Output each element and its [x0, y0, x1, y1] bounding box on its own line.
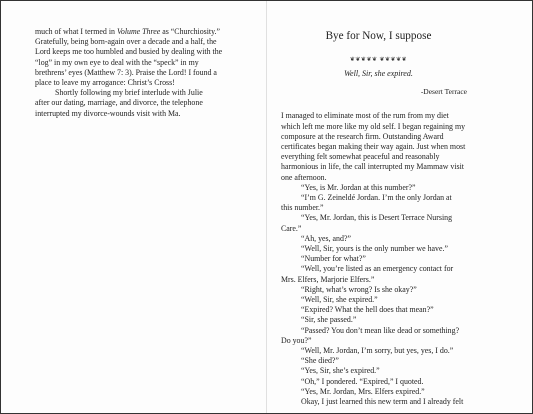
text-line: “Yes, Mr. Jordan, Mrs. Elfers expired.” — [301, 386, 425, 396]
text-line: this number.” — [281, 203, 324, 213]
text-line: which left me more like my old self. I began regaining my — [281, 121, 466, 131]
text-line: “Yes, is Mr. Jordan at this number?” — [301, 182, 416, 192]
text-line: “Well, Sir, she expired.” — [301, 295, 378, 305]
text-line: Care.” — [281, 223, 302, 233]
right-page-text — [281, 111, 464, 407]
text-line: Do you?” — [281, 335, 312, 345]
text-line: “Sir, she passed.” — [301, 315, 357, 325]
chapter-title: Bye for Now, I suppose — [325, 30, 432, 42]
text-line: Gratefully, being born-again over a decade and a half, the — [35, 37, 217, 47]
left-page-text — [35, 27, 259, 119]
text-line: Shortly following my brief interlude with Julie — [55, 88, 203, 98]
text-line: Lord keeps me too humbled and busied by dealing with the — [35, 47, 223, 57]
text-line: everything felt somewhat peaceful and reasonably — [281, 152, 440, 162]
italic-title: Volume Three — [116, 27, 161, 36]
epigraph-attribution: -Desert Terrace — [420, 87, 467, 97]
text-line: one afternoon. — [281, 172, 327, 182]
text-line: “Oh,” I pondered. “Expired,” I quoted. — [301, 376, 424, 386]
text-line: I managed to eliminate most of the rum from my diet — [281, 111, 449, 121]
left-page — [1, 1, 267, 413]
text-line: “Yes, Mr. Jordan, this is Desert Terrace Nursing — [301, 213, 453, 223]
text-line: “Passed? You don’t mean like dead or something? — [301, 325, 460, 335]
text-line: “I’m G. Zeineldé Jordan. I’m the only Jordan at — [301, 193, 452, 203]
text-line: certificates began making their way again. Just when most — [281, 142, 466, 152]
text-line: “Ah, yes, and?” — [301, 233, 351, 243]
text-line: “Well, Sir, yours is the only number we have.” — [301, 244, 448, 254]
text-line: composure at the research firm. Outstanding Award — [281, 131, 444, 141]
ornament-divider: ❦❦❦❦❦ ❦❦❦❦❦ — [349, 57, 408, 63]
text-line: much of what I termed in Volume Three as “Churchiosity.” — [35, 27, 221, 36]
text-line: “Expired? What the hell does that mean?” — [301, 305, 434, 315]
text-line: interrupted my divorce-wounds visit with Ma. — [35, 108, 181, 118]
text-line: “log” in my own eye to deal with the “speck” in my — [35, 57, 199, 67]
text-line: “Number for what?” — [301, 254, 366, 264]
text-line: harmonious in life, the call interrupted my Mammaw visit — [281, 162, 464, 172]
text-line: brethrens’ eyes (Matthew 7: 3). Praise the Lord! I found a — [35, 67, 217, 77]
epigraph: Well, Sir, she expired. — [344, 69, 413, 78]
text-line: Okay, I just learned this new term and I already felt — [301, 397, 464, 407]
text-line: Mrs. Elfers, Marjorie Elfers.” — [281, 274, 375, 284]
text-line: “Right, what’s wrong? Is she okay?” — [301, 284, 417, 294]
right-page — [267, 1, 532, 413]
text-line: after our dating, marriage, and divorce, the telephone — [35, 98, 203, 108]
text-line: “She died?” — [301, 356, 339, 366]
text-line: “Well, Mr. Jordan, I’m sorry, but yes, yes, I do.” — [301, 346, 454, 356]
text-line: “Yes, Sir, she’s expired.” — [301, 366, 380, 376]
text-line: “Well, you’re listed as an emergency contact for — [301, 264, 454, 274]
text-line: place to leave my arrogance: Christ’s Cross! — [35, 78, 175, 88]
